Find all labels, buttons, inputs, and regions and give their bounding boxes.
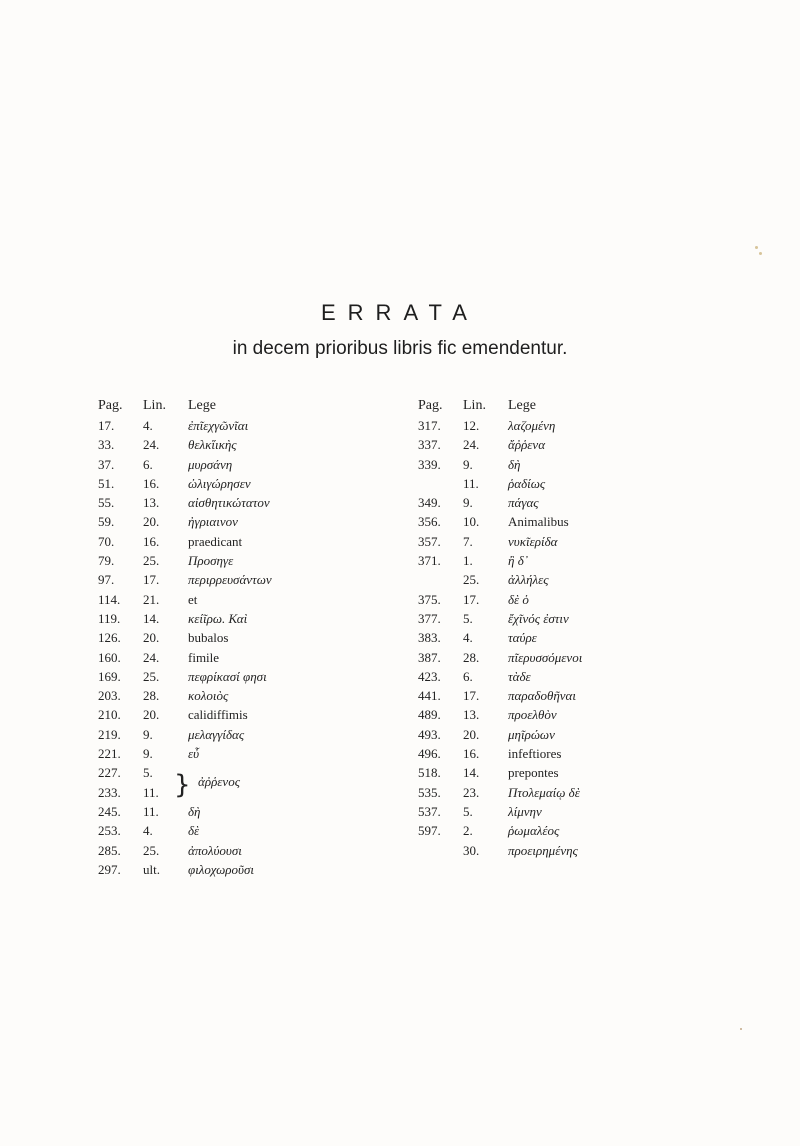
line-number: 17. [143, 572, 160, 588]
line-number: 12. [463, 418, 480, 433]
correction-text: ἀπολύουσι [188, 842, 242, 858]
page-number: 70. [98, 533, 115, 549]
page-subtitle: in decem prioribus libris fic emendentur. [232, 338, 568, 359]
correction-text: et [188, 591, 198, 607]
correction-text: φιλοχωροῦσι [188, 861, 255, 877]
correction-text: ἠγριαινον [188, 514, 238, 530]
page-number: 297. [98, 861, 121, 877]
line-number: 30. [463, 842, 480, 858]
line-number: ult. [143, 861, 160, 877]
page-number: 597. [418, 823, 441, 839]
correction-text: Animalibus [508, 514, 569, 530]
line-number: 17. [463, 688, 480, 704]
line-number: 11. [143, 803, 159, 819]
header-pag: Pag. [98, 398, 123, 413]
correction-text: Πτολεμαίῳ δὲ [508, 784, 580, 800]
line-number: 14. [463, 765, 480, 781]
page-number: 441. [418, 688, 441, 704]
header-lin: Lin. [463, 398, 486, 413]
line-number: 2. [463, 823, 473, 839]
correction-text: ὠλιγώρησεν [188, 475, 251, 491]
line-number: 28. [143, 688, 160, 704]
page-number: 339. [418, 456, 441, 472]
line-number: 13. [143, 495, 160, 511]
line-number: 10. [463, 514, 480, 530]
line-number: 5. [463, 610, 473, 626]
correction-text: θελκἵικὴς [188, 437, 237, 453]
line-number: 21. [143, 591, 160, 607]
correction-text: αἰσθητικώτατον [188, 495, 270, 511]
line-number: 4. [143, 418, 153, 433]
header-pag: Pag. [418, 398, 443, 413]
line-number: 9. [463, 495, 473, 511]
correction-text: ἀῤῥενος [198, 774, 240, 790]
correction-text: πάγας [508, 495, 539, 511]
page-number: 377. [418, 610, 441, 626]
paper-speck [759, 252, 762, 255]
correction-text: πῖερυσσόμενοι [508, 649, 583, 665]
line-number: 14. [143, 610, 160, 626]
correction-text: κείῖρω. Καὶ [188, 610, 248, 626]
page-number: 51. [98, 475, 115, 491]
correction-text: κολοιὸς [188, 688, 229, 704]
page-number: 535. [418, 784, 441, 800]
line-number: 4. [143, 823, 153, 839]
correction-text: calidiffimis [188, 707, 248, 723]
page-number: 160. [98, 649, 121, 665]
correction-text: ἔχῖνός ἐστιν [508, 610, 569, 626]
correction-text: μηῖρώων [508, 726, 555, 742]
line-number: 5. [143, 765, 153, 781]
brace-icon: } [174, 770, 191, 801]
page-number: 227. [98, 765, 121, 781]
page-number: 356. [418, 514, 441, 530]
correction-text: πεφρίκασί φησι [188, 668, 267, 684]
line-number: 6. [463, 668, 473, 684]
correction-text: ἢ δ᾽ [508, 553, 529, 569]
header-lin: Lin. [143, 398, 166, 413]
correction-text: δὴ [508, 456, 521, 472]
page-number: 114. [98, 591, 121, 607]
line-number: 28. [463, 649, 480, 665]
line-number: 4. [463, 630, 473, 646]
line-number: 24. [143, 649, 160, 665]
line-number: 17. [463, 591, 480, 607]
line-number: 23. [463, 784, 480, 800]
page-number: 337. [418, 437, 441, 453]
page-number: 55. [98, 495, 115, 511]
page-number: 387. [418, 649, 441, 665]
page-number: 203. [98, 688, 121, 704]
line-number: 25. [143, 842, 160, 858]
line-number: 20. [463, 726, 480, 742]
correction-text: προελθὸν [508, 707, 557, 723]
line-number: 11. [463, 475, 479, 491]
paper-speck [740, 1028, 742, 1030]
page-number: 493. [418, 726, 441, 742]
page-number: 537. [418, 803, 441, 819]
line-number: 5. [463, 803, 473, 819]
correction-text: ἀλλήλες [508, 572, 549, 588]
line-number: 16. [143, 475, 160, 491]
page-number: 97. [98, 572, 115, 588]
page-number: 253. [98, 823, 121, 839]
page-number: 423. [418, 668, 441, 684]
line-number: 11. [143, 784, 159, 800]
line-number: 9. [463, 456, 473, 472]
page-title: ERRATA [321, 300, 479, 325]
page-number: 119. [98, 610, 121, 626]
page-number: 126. [98, 630, 121, 646]
correction-text: λίμνην [508, 803, 542, 819]
correction-text: Προσηγε [188, 553, 234, 569]
correction-text: ταύρε [508, 630, 537, 646]
correction-text: ῥωμαλέος [508, 823, 560, 839]
line-number: 25. [143, 553, 160, 569]
page-number: 219. [98, 726, 121, 742]
correction-text: ῥαδίως [508, 475, 546, 491]
line-number: 25. [463, 572, 480, 588]
correction-text: παραδοθῆναι [508, 688, 576, 704]
page-number: 371. [418, 553, 441, 569]
page-number: 79. [98, 553, 115, 569]
line-number: 16. [143, 533, 160, 549]
correction-text: infeftiores [508, 746, 562, 762]
page-number: 245. [98, 803, 121, 819]
line-number: 25. [143, 668, 160, 684]
page-number: 233. [98, 784, 121, 800]
line-number: 9. [143, 726, 153, 742]
correction-text: δὴ [188, 803, 201, 819]
correction-text: fimile [188, 649, 220, 665]
page-number: 496. [418, 746, 441, 762]
correction-text: ἐπῖεχγῶνῖαι [188, 418, 249, 433]
correction-text: ἄῤῥενα [508, 437, 546, 453]
page-number: 518. [418, 765, 441, 781]
page-number: 17. [98, 418, 115, 433]
page-number: 37. [98, 456, 115, 472]
page-number: 383. [418, 630, 441, 646]
page-number: 489. [418, 707, 441, 723]
line-number: 7. [463, 533, 473, 549]
page-number: 357. [418, 533, 441, 549]
correction-text: μελαγγίδας [188, 726, 245, 742]
correction-text: τὰδε [508, 668, 531, 684]
page-number: 221. [98, 746, 121, 762]
line-number: 20. [143, 630, 160, 646]
header-lege: Lege [188, 398, 216, 413]
line-number: 6. [143, 456, 153, 472]
line-number: 13. [463, 707, 480, 723]
page-number: 375. [418, 591, 441, 607]
page-number: 285. [98, 842, 121, 858]
page-number: 317. [418, 418, 441, 433]
correction-text: προειρημένης [508, 842, 578, 858]
correction-text: περιρρευσάντων [188, 572, 272, 588]
line-number: 24. [143, 437, 160, 453]
line-number: 20. [143, 707, 160, 723]
correction-text: μυρσάνη [188, 456, 233, 472]
page-number: 169. [98, 668, 121, 684]
line-number: 1. [463, 553, 473, 569]
page-number: 59. [98, 514, 115, 530]
correction-text: praedicant [188, 533, 243, 549]
correction-text: νυκῖερίδα [508, 533, 558, 549]
correction-text: bubalos [188, 630, 229, 646]
line-number: 9. [143, 746, 153, 762]
line-number: 16. [463, 746, 480, 762]
page-number: 210. [98, 707, 121, 723]
header-lege: Lege [508, 398, 536, 413]
paper-speck [755, 246, 758, 249]
correction-text: εὖ [188, 746, 200, 762]
correction-text: δὲ ὁ [508, 591, 529, 607]
correction-text: λαζομένη [508, 418, 556, 433]
line-number: 20. [143, 514, 160, 530]
page-number: 33. [98, 437, 115, 453]
correction-text: δὲ [188, 823, 200, 839]
line-number: 24. [463, 437, 480, 453]
page-number: 349. [418, 495, 441, 511]
correction-text: prepontes [508, 765, 559, 781]
